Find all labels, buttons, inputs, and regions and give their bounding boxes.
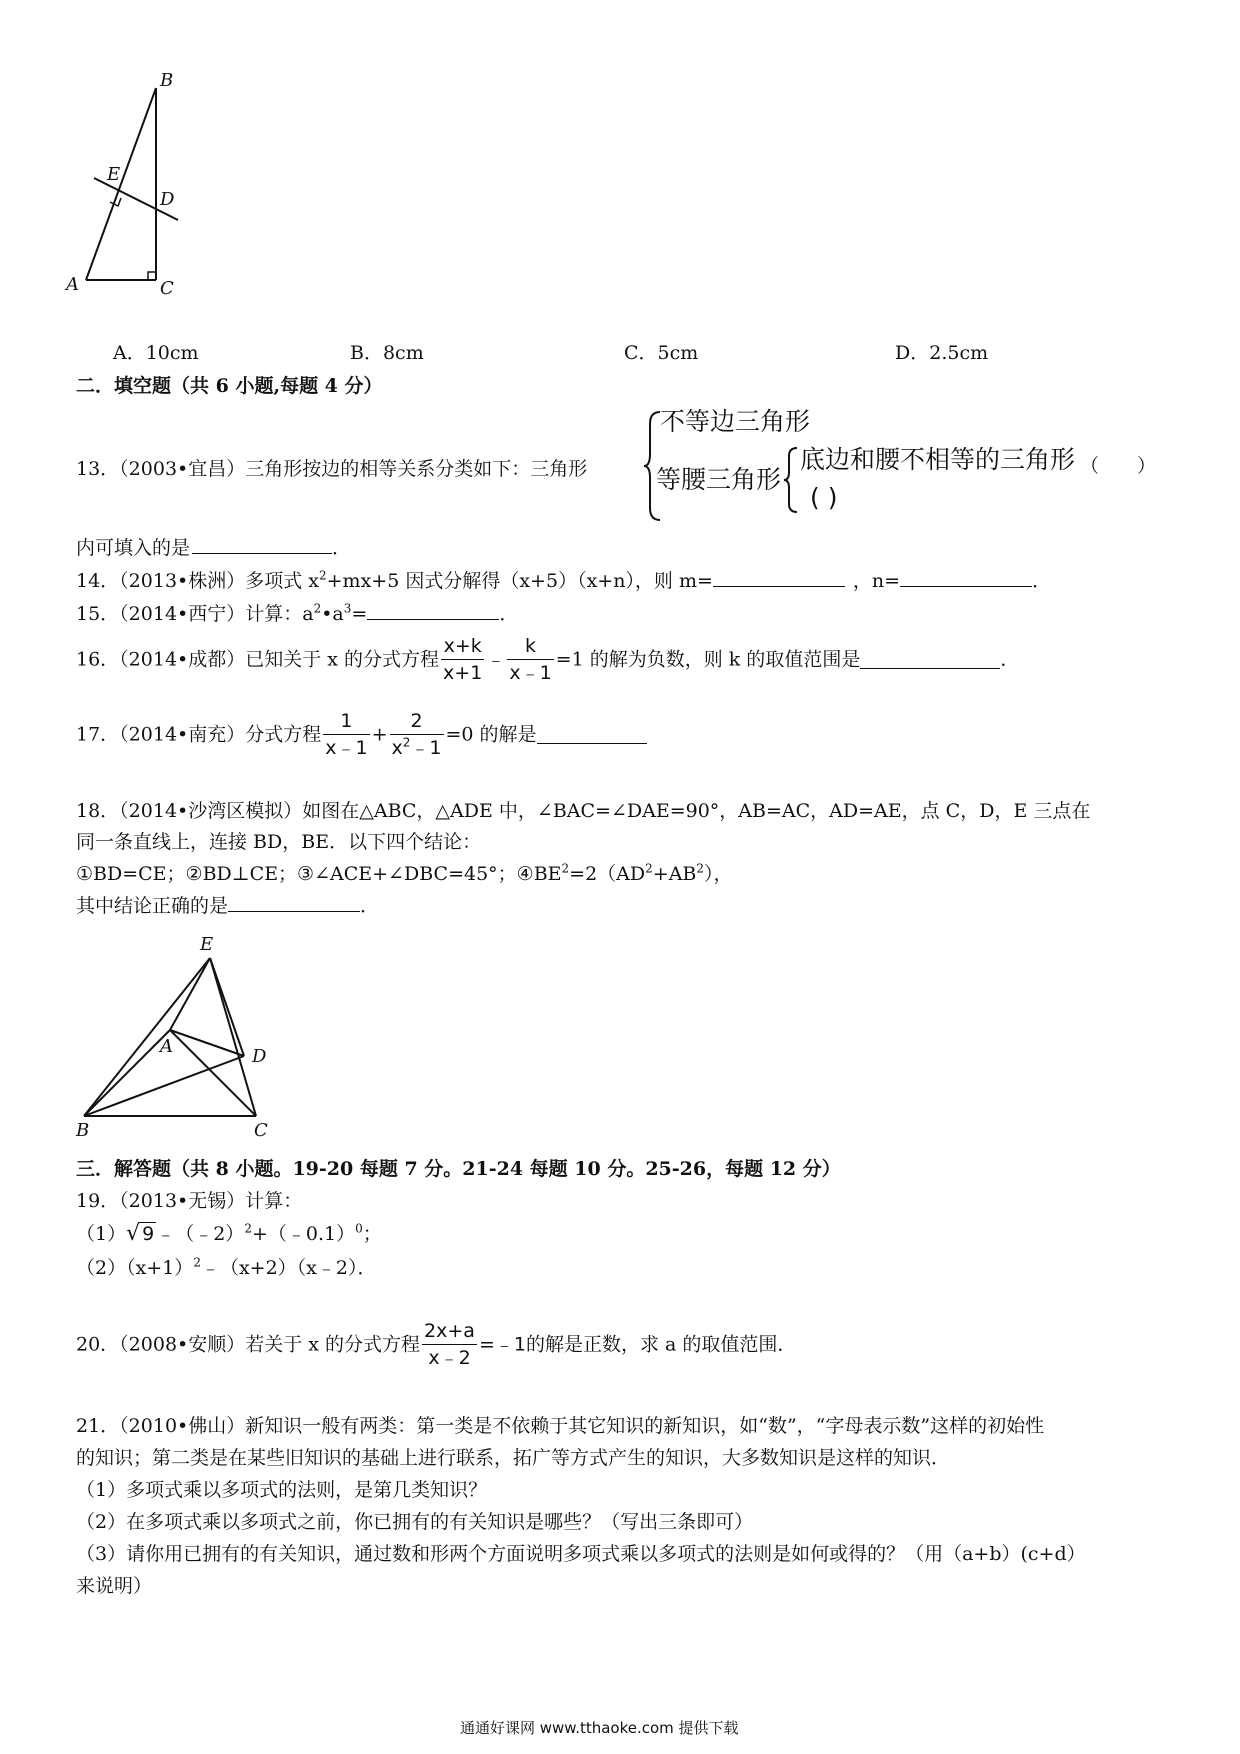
q19-p2b: ﹣（x+2）（x﹣2）． [200,1257,377,1279]
q19-radicand: 9 [142,1223,155,1245]
q19-p2a: （2）（x+1） [76,1257,194,1279]
q15 [76,601,518,626]
q19-part2 [76,1256,376,1280]
q16-text2: =1 的解为负数，则 k 的取值范围是 [555,648,861,671]
q16-f2-den: x﹣1 [507,659,553,686]
q21-line1: 21．（2010•佛山）新知识一般有两类：第一类是不依赖于其它知识的新知识，如“数”，“字母表示数”这样的初始性 [76,1415,1045,1437]
q16-text1: 16．（2014•成都）已知关于 x 的分式方程 [76,648,440,671]
q13-end: ． [332,537,352,559]
q19-p2-sup: 2 [193,1255,201,1270]
figure-triangle-abc [60,70,220,330]
q19-p1a: （1） [76,1223,127,1245]
q15-text3: = [351,603,368,625]
q16-fraction-2 [507,633,553,686]
sqrt-symbol: √ [126,1221,141,1246]
q17-blank[interactable] [537,725,647,744]
q16-minus: ﹣ [486,648,506,671]
q14-sup: 2 [319,568,327,583]
q17-f2-num: 2 [410,710,423,732]
q15-text2: •a [321,603,344,625]
q13-paren: （ ） [1080,455,1157,477]
q19-p1c: +（﹣0.1） [251,1223,356,1245]
fig1-label-d: D [160,189,175,210]
q18-line2: 同一条直线上，连接 BD，BE．以下四个结论： [76,831,482,853]
q20-text1: 20．（2008•安顺）若关于 x 的分式方程 [76,1333,421,1356]
q18-line3a: ①BD=CE；②BD⊥CE；③∠ACE+∠DBC=45°；④BE [76,863,562,885]
fig2-label-a: A [160,1036,173,1057]
q21-line2: 的知识；第二类是在某些旧知识的基础上进行联系，拓广等方式产生的知识，大多数知识是这样的知识． [76,1447,951,1469]
q17-text2: =0 的解是 [445,723,537,746]
fig2-label-b: B [76,1120,90,1140]
q15-blank[interactable] [367,601,499,620]
q18-sup2: 2 [645,861,653,876]
q14-text1: 14．（2013•株洲）多项式 x [76,570,319,592]
q21-line6: 来说明） [76,1575,153,1597]
q18-line4 [76,893,379,918]
q19-title: 19．（2013•无锡）计算： [76,1190,303,1212]
section-3-heading: 三．解答题（共 8 小题。19-20 每题 7 分。21-24 每题 10 分。25-26，每题 12 分） [76,1158,841,1180]
q19-p1-sup2: 0 [355,1221,363,1236]
q20-f-num: 2x+a [424,1320,475,1342]
q18-line1: 18．（2014•沙湾区模拟）如图在△ABC，△ADE 中，∠BAC=∠DAE=90°，AB=AC，AD=AE，点 C，D，E 三点在 [76,800,1091,822]
q18-line3c: +AB [652,863,697,885]
q20 [76,1318,796,1371]
q21-line5: （3）请你用已拥有的有关知识，通过数和形两个方面说明多项式乘以多项式的法则是如何或得的？（用（a+b）(c+d） [76,1543,1086,1565]
q20-fraction [422,1318,477,1371]
q17-f1-den: x﹣1 [323,734,369,761]
q13-brace-inner [784,446,800,514]
q18-line3d: ）， [704,863,733,885]
q19-p1d: ； [362,1223,382,1245]
q15-sup2: 3 [343,601,352,616]
q17-text1: 17．（2014•南充）分式方程 [76,723,322,746]
q13-base-not-equal: 底边和腰不相等的三角形 [800,445,1076,474]
q18-line4-text: 其中结论正确的是 [76,895,229,917]
q21-line3: （1）多项式乘以多项式的法则，是第几类知识？ [76,1479,488,1501]
q17 [76,708,647,761]
q13-paren2: ( ) [810,483,838,512]
q19-part1 [76,1222,382,1246]
q16-end: ． [1000,648,1020,671]
q14-blank-m[interactable] [713,568,845,587]
q16-f2-num: k [524,635,536,657]
q21-line4: （2）在多项式乘以多项式之前，你已拥有的有关知识是哪些？（写出三条即可） [76,1511,754,1533]
q18-blank[interactable] [228,893,360,912]
q17-f2-den-b: ﹣1 [410,737,442,759]
fig1-label-c: C [160,278,174,299]
q18-line3b: =2（AD [569,863,646,885]
q18-sup3: 2 [696,861,705,876]
option-a: A．10cm [113,342,199,364]
q14-text3: ，n= [852,570,901,592]
q17-fraction-1 [323,708,369,761]
q14-text2: +mx+5 因式分解得（x+5）（x+n），则 m= [326,570,713,592]
option-b: B．8cm [350,342,424,364]
q14 [76,568,1051,593]
q18-line3 [76,862,733,886]
q14-end: ． [1032,570,1052,592]
q17-plus: + [371,723,388,746]
q19-p1-sup1: 2 [244,1221,252,1236]
q13-tail [76,535,351,560]
q13-isosceles: 等腰三角形 [656,465,782,494]
q20-f-den: x﹣2 [422,1344,477,1371]
q17-fraction-2 [390,708,444,761]
q17-f2-den-a: x [391,737,403,759]
fig2-label-d: D [252,1046,267,1067]
q15-sup1: 2 [313,601,322,616]
q18-end: ． [360,895,380,917]
section-2-heading: 二．填空题（共 6 小题,每题 4 分） [76,375,383,397]
option-c: C．5cm [624,342,699,364]
fig2-label-e: E [200,934,214,955]
footer-credit: 通通好课网 www.tthaoke.com 提供下载 [460,1719,739,1737]
q17-f2-den [390,734,444,761]
q16-f1-num: x+k [443,635,482,657]
q20-text2: 的解是正数，求 a 的取值范围． [525,1333,797,1356]
option-d: D．2.5cm [895,342,989,364]
q15-text1: 15．（2014•西宁）计算：a [76,603,314,625]
q16-blank[interactable] [860,650,1000,669]
fig2-label-c: C [254,1120,268,1140]
q17-f2-den-sup: 2 [402,735,411,750]
q17-f1-num: 1 [340,710,353,732]
fig1-label-a: A [66,274,79,295]
q20-eq: =﹣1 [478,1333,526,1356]
q15-end: ． [499,603,519,625]
q18-sup1: 2 [561,861,570,876]
q19-p1b: ﹣（﹣2） [156,1223,245,1245]
q16-fraction-1 [441,633,484,686]
q13-prefix: 13．（2003•宜昌）三角形按边的相等关系分类如下：三角形 [76,458,588,480]
q13-tail-text: 内可填入的是 [76,537,191,559]
q13-scalene: 不等边三角形 [660,407,811,436]
fig1-label-b: B [160,70,174,91]
q13-answer-blank[interactable] [192,535,332,554]
q16-f1-den: x+1 [441,659,484,686]
q14-blank-n[interactable] [900,568,1032,587]
fig1-label-e: E [107,164,121,185]
q16 [76,633,1019,686]
figure-triangles-abc-ade [70,930,300,1140]
